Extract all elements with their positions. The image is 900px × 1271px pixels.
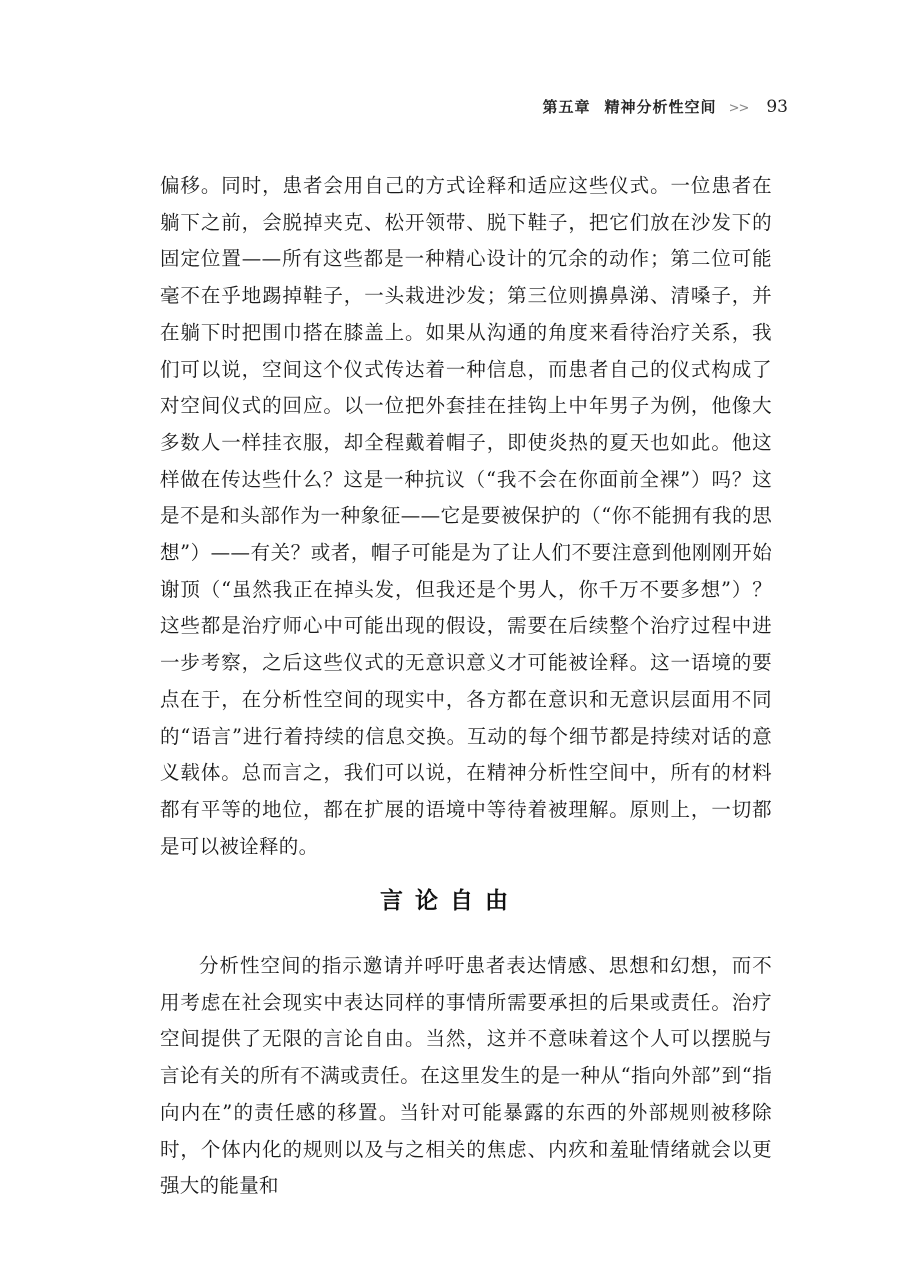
- running-header: [543, 96, 788, 117]
- body-paragraph-2: 分析性空间的指示邀请并呼吁患者表达情感、思想和幻想，而不用考虑在社会现实中表达同样的事情所需要承担的后果或责任。治疗空间提供了无限的言论自由。当然，这并不意味着这个人可以摆脱与言论有关的所有不满或责任。在这里发生的是一种从“指向外部”到“指向内在”的责任感的移置。当针对可能暴露的东西的外部规则被移除时，个体内化的规则以及与之相关的焦虑、内疚和羞耻情绪就会以更强大的能量和: [160, 954, 772, 1198]
- page-number: 93: [766, 97, 788, 117]
- chapter-label: 第五章: [542, 98, 591, 116]
- chevron-separator-icon: >>: [728, 101, 749, 116]
- section-heading: 言论自由: [380, 888, 520, 914]
- body-paragraph-1: 偏移。同时，患者会用自己的方式诠释和适应这些仪式。一位患者在躺下之前，会脱掉夹克、松开领带、脱下鞋子，把它们放在沙发下的固定位置——所有这些都是一种精心设计的冗余的动作；第二位可能毫不在乎地踢掉鞋子，一头栽进沙发；第三位则擤鼻涕、清嗓子，并在躺下时把围巾搭在膝盖上。如果从沟通的角度来看待治疗关系，我们可以说，空间这个仪式传达着一种信息，而患者自己的仪式构成了对空间仪式的回应。以一位把外套挂在挂钩上中年男子为例，他像大多数人一样挂衣服，却全程戴着帽子，即使炎热的夏天也如此。他这样做在传达些什么？这是一种抗议（“我不会在你面前全裸”）吗？这是不是和头部作为一种象征——它是要被保护的（“你不能拥有我的思想”）——有关？或者，帽子可能是为了让人们不要注意到他刚刚开始谢顶（“虽然我正在掉头发，但我还是个男人，你千万不要多想”）？这些都是治疗师心中可能出现的假设，需要在后续整个治疗过程中进一步考察，之后这些仪式的无意识意义才可能被诠释。这一语境的要点在于，在分析性空间的现实中，各方都在意识和无意识层面用不同的“语言”进行着持续的信息交换。互动的每个细节都是持续对话的意义载体。总而言之，我们可以说，在精神分析性空间中，所有的材料都有平等的地位，都在扩展的语境中等待着被理解。原则上，一切都是可以被诠释的。: [160, 174, 772, 858]
- chapter-title: 精神分析性空间: [604, 98, 717, 116]
